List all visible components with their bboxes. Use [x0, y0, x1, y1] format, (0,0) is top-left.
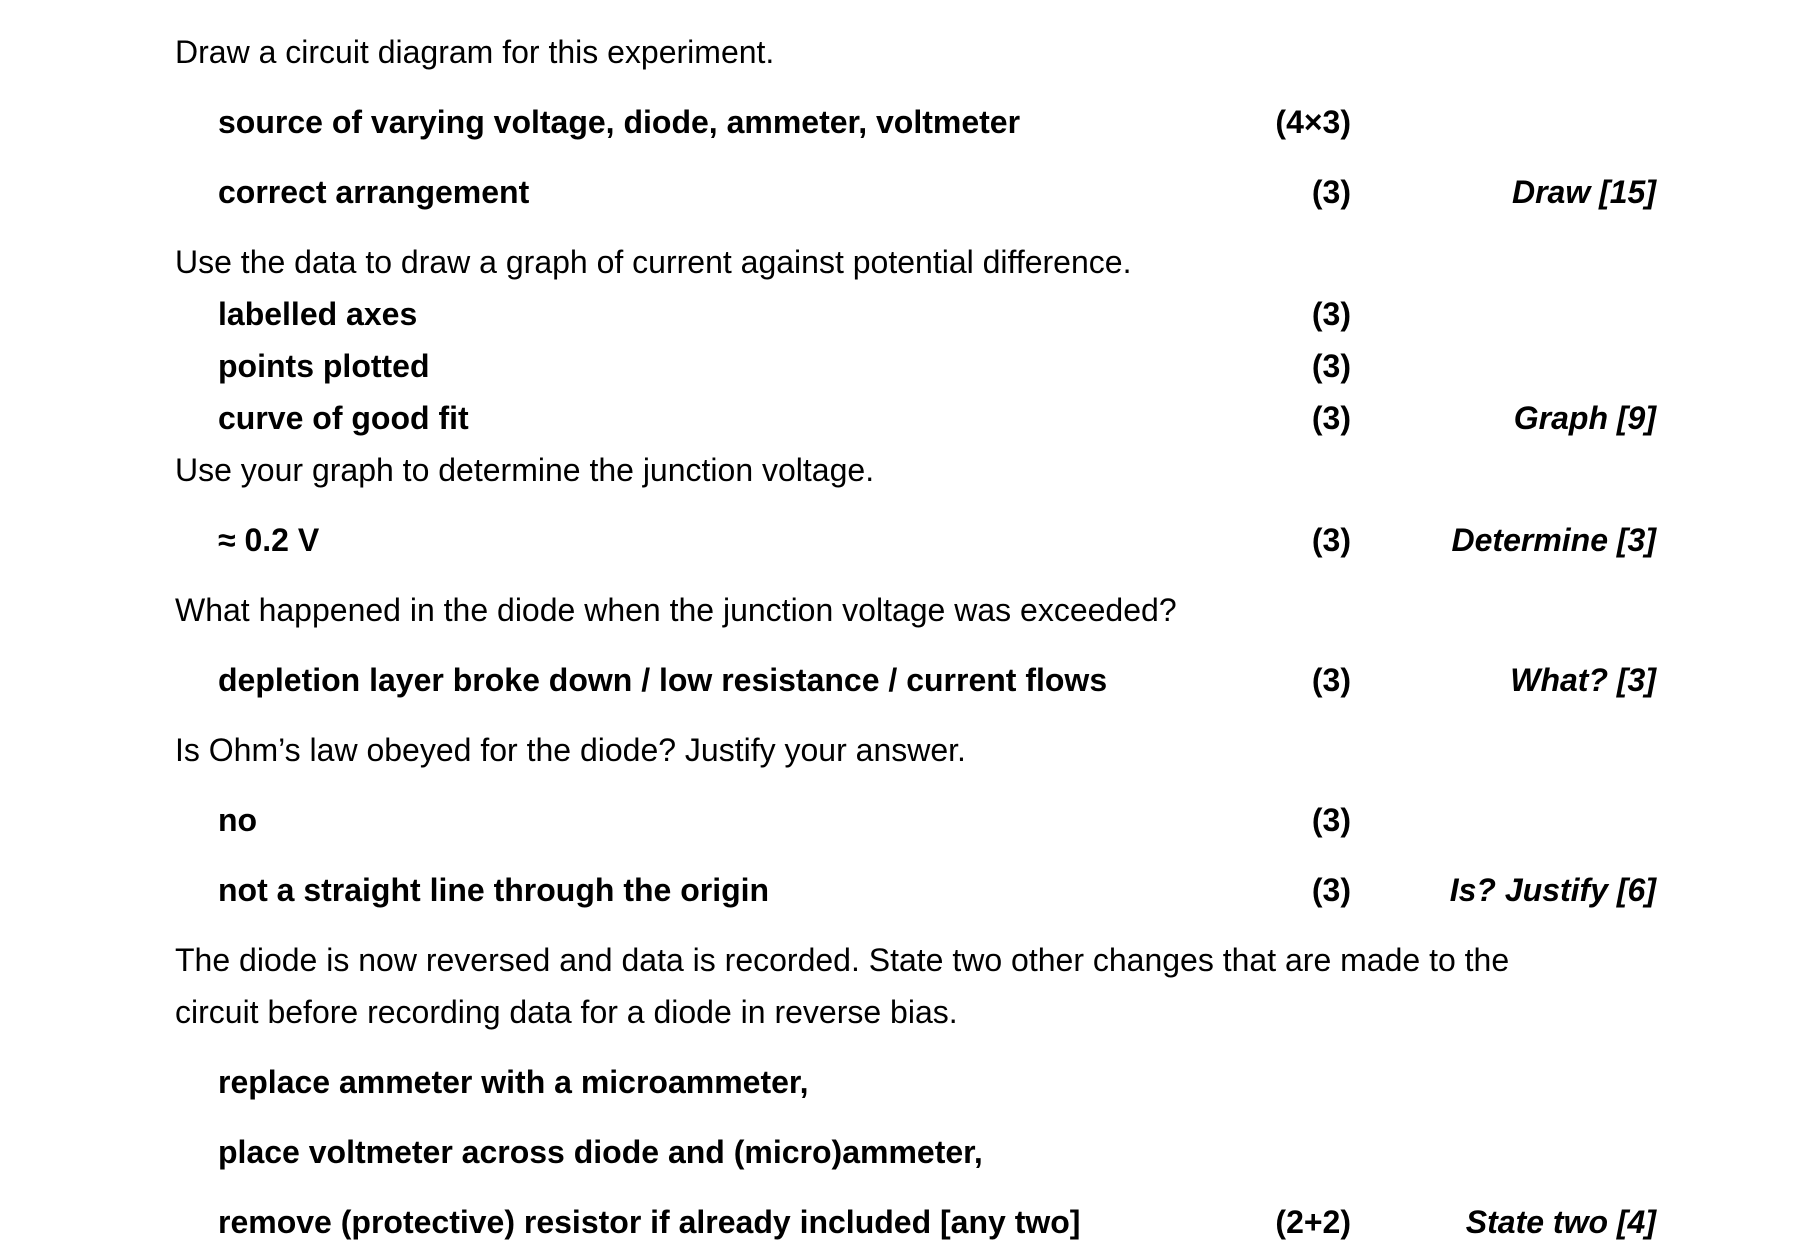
answer-curve — [0, 393, 1818, 443]
question-what-happened — [0, 585, 1818, 635]
answer-junction-voltage — [0, 515, 1818, 565]
question-text: Draw a circuit diagram for this experiment. — [175, 34, 775, 70]
answer-voltmeter-placement — [0, 1127, 1818, 1177]
question-circuit-diagram — [0, 27, 1818, 77]
answer-text: labelled axes — [218, 296, 418, 332]
answer-text: correct arrangement — [218, 174, 530, 210]
question-text: What happened in the diode when the junction voltage was exceeded? — [175, 592, 1177, 628]
marks: (3) — [1311, 662, 1351, 698]
question-text: The diode is now reversed and data is recorded. State two other changes that are made to the — [175, 942, 1510, 978]
answer-text: remove (protective) resistor if already included [any two] — [218, 1204, 1081, 1240]
answer-text: source of varying voltage, diode, ammeter, voltmeter — [218, 104, 1021, 140]
marks: (3) — [1311, 872, 1351, 908]
question-text: Use the data to draw a graph of current against potential difference. — [175, 244, 1132, 280]
answer-text: no — [218, 802, 258, 838]
question-graph — [0, 237, 1818, 287]
answer-arrangement — [0, 167, 1818, 217]
section-total: What? [3] — [1510, 662, 1656, 698]
answer-text: curve of good fit — [218, 400, 469, 436]
answer-points-plotted — [0, 341, 1818, 391]
answer-text: replace ammeter with a microammeter, — [218, 1064, 809, 1100]
answer-remove-resistor — [0, 1197, 1818, 1247]
answer-text: points plotted — [218, 348, 430, 384]
section-total: Is? Justify [6] — [1449, 872, 1656, 908]
answer-depletion-layer — [0, 655, 1818, 705]
question-text: Use your graph to determine the junction voltage. — [175, 452, 875, 488]
answer-text: place voltmeter across diode and (micro)ammeter, — [218, 1134, 983, 1170]
marks: (3) — [1311, 400, 1351, 436]
answer-no — [0, 795, 1818, 845]
marks: (3) — [1311, 802, 1351, 838]
marks: (3) — [1311, 296, 1351, 332]
answer-microammeter — [0, 1057, 1818, 1107]
question-reverse-bias-line-1 — [0, 935, 1818, 985]
marks: (3) — [1311, 522, 1351, 558]
answer-components — [0, 97, 1818, 147]
answer-labelled-axes — [0, 289, 1818, 339]
marks: (2+2) — [1275, 1204, 1351, 1240]
answer-text: depletion layer broke down / low resistance / current flows — [218, 662, 1108, 698]
question-junction-voltage — [0, 445, 1818, 495]
question-text: circuit before recording data for a diode in reverse bias. — [175, 994, 958, 1030]
section-total: State two [4] — [1465, 1204, 1656, 1240]
section-total: Determine [3] — [1451, 522, 1656, 558]
section-total: Graph [9] — [1513, 400, 1656, 436]
answer-not-straight-line — [0, 865, 1818, 915]
answer-text: not a straight line through the origin — [218, 872, 770, 908]
marks: (3) — [1311, 174, 1351, 210]
question-reverse-bias-line-2 — [0, 987, 1818, 1037]
question-text: Is Ohm’s law obeyed for the diode? Justify your answer. — [175, 732, 966, 768]
question-ohms-law — [0, 725, 1818, 775]
answer-text: ≈ 0.2 V — [218, 522, 320, 558]
section-total: Draw [15] — [1511, 174, 1656, 210]
marks: (4×3) — [1275, 104, 1351, 140]
marks: (3) — [1311, 348, 1351, 384]
